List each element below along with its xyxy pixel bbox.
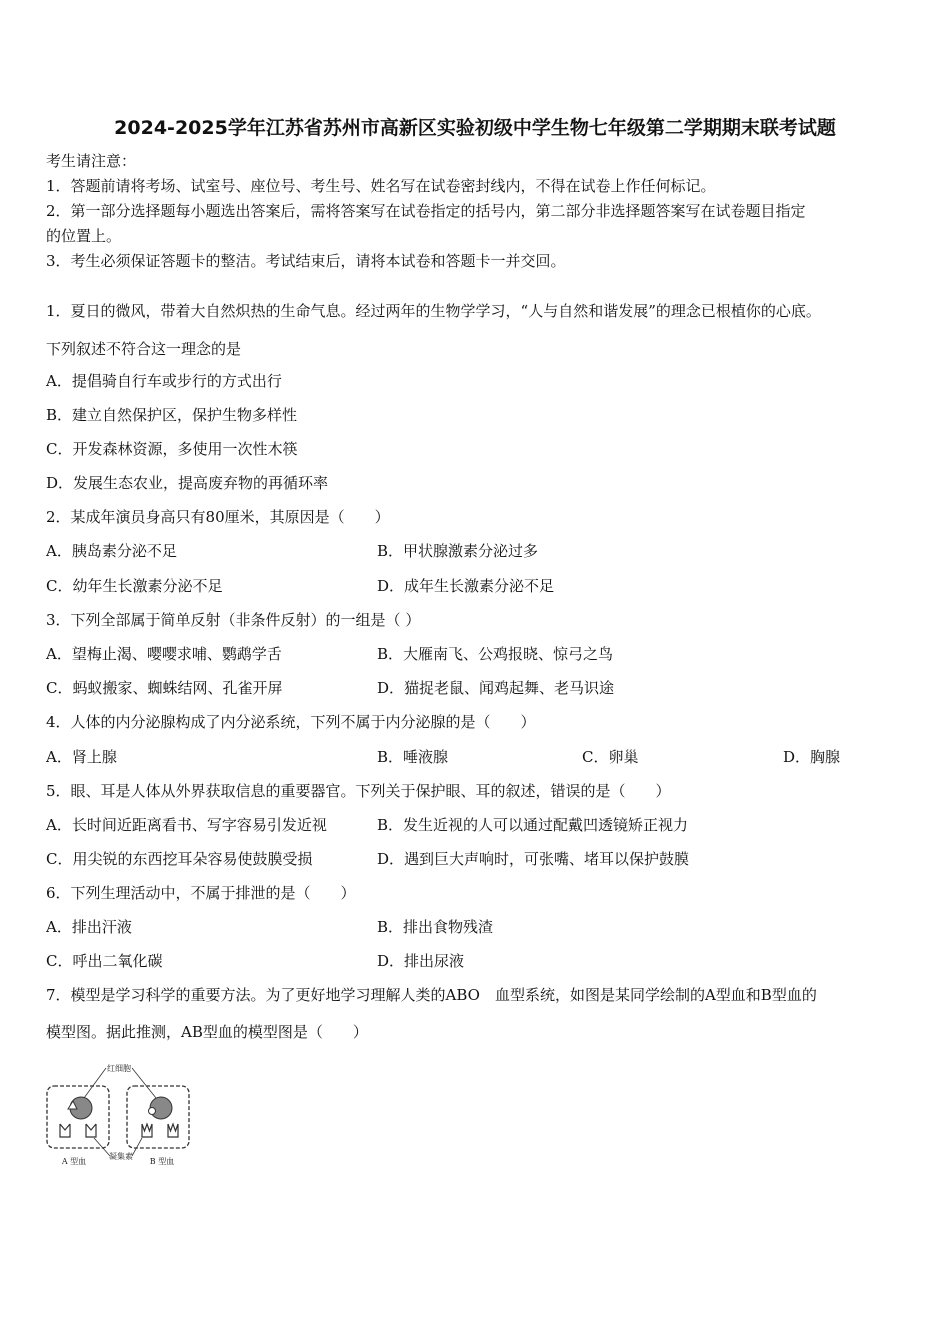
question-2-stem: 2．某成年演员身高只有80厘米，其原因是（ ） <box>46 508 390 526</box>
q4-option-c: C．卵巢 <box>582 748 639 766</box>
q5-option-c: C．用尖锐的东西挖耳朵容易使鼓膜受损 <box>46 850 313 868</box>
label-agglutinin: 凝集素 <box>109 1152 133 1161</box>
b-agglutinin-2 <box>168 1124 178 1137</box>
q1-option-a: A．提倡骑自行车或步行的方式出行 <box>46 372 282 390</box>
notice-item: 1．答题前请将考场、试室号、座位号、考生号、姓名写在试卷密封线内，不得在试卷上作任何标记。 <box>46 177 716 195</box>
q3-option-d: D．猫捉老鼠、闻鸡起舞、老马识途 <box>377 679 615 697</box>
a-agglutinin-2 <box>86 1124 96 1137</box>
q6-option-a: A．排出汗液 <box>46 918 132 936</box>
q2-option-a: A．胰岛素分泌不足 <box>46 542 177 560</box>
q6-option-c: C．呼出二氧化碳 <box>46 952 163 970</box>
q4-option-a: A．肾上腺 <box>46 748 117 766</box>
q1-option-d: D．发展生态农业，提高废弃物的再循环率 <box>46 474 329 492</box>
question-7-stem: 7．模型是学习科学的重要方法。为了更好地学习理解人类的ABO 血型系统，如图是某同学绘制的A型血和B型血的 <box>46 986 817 1004</box>
blood-type-diagram <box>44 1060 194 1170</box>
q2-option-b: B．甲状腺激素分泌过多 <box>377 542 539 560</box>
question-1-stem-cont: 下列叙述不符合这一理念的是 <box>46 340 242 358</box>
q5-option-b: B．发生近视的人可以通过配戴凹透镜矫正视力 <box>377 816 689 834</box>
label-red-cell: 红细胞 <box>107 1064 131 1073</box>
b-antigen <box>149 1108 156 1115</box>
question-4-stem: 4．人体的内分泌腺构成了内分泌系统，下列不属于内分泌腺的是（ ） <box>46 713 536 731</box>
q3-option-b: B．大雁南飞、公鸡报晓、惊弓之鸟 <box>377 645 614 663</box>
notice-item: 的位置上。 <box>46 227 122 245</box>
question-6-stem: 6．下列生理活动中，不属于排泄的是（ ） <box>46 884 356 902</box>
q6-option-b: B．排出食物残渣 <box>377 918 494 936</box>
label-b-type: B 型血 <box>149 1157 175 1166</box>
q5-option-d: D．遇到巨大声响时，可张嘴、堵耳以保护鼓膜 <box>377 850 690 868</box>
q1-option-c: C．开发森林资源，多使用一次性木筷 <box>46 440 298 458</box>
notice-item: 3．考生必须保证答题卡的整洁。考试结束后，请将本试卷和答题卡一并交回。 <box>46 252 566 270</box>
q2-option-c: C．幼年生长激素分泌不足 <box>46 577 223 595</box>
b-agglutinin-1 <box>142 1124 152 1137</box>
q3-option-c: C．蚂蚁搬家、蜘蛛结网、孔雀开屏 <box>46 679 283 697</box>
q5-option-a: A．长时间近距离看书、写字容易引发近视 <box>46 816 327 834</box>
q3-option-a: A．望梅止渴、嘤嘤求哺、鹦鹉学舌 <box>46 645 282 663</box>
q4-option-b: B．唾液腺 <box>377 748 449 766</box>
question-1-stem: 1．夏日的微风，带着大自然炽热的生命气息。经过两年的生物学学习，“人与自然和谐发展”的理念已根植你的心底。 <box>46 302 821 320</box>
label-a-type: A 型血 <box>61 1157 87 1166</box>
q4-option-d: D．胸腺 <box>783 748 841 766</box>
q1-option-b: B．建立自然保护区，保护生物多样性 <box>46 406 298 424</box>
notice-item: 2．第一部分选择题每小题选出答案后，需将答案写在试卷指定的括号内，第二部分非选择题答案写在试卷题目指定 <box>46 202 806 220</box>
a-agglutinin-1 <box>60 1124 70 1137</box>
notice-heading: 考生请注意： <box>46 152 137 170</box>
q2-option-d: D．成年生长激素分泌不足 <box>377 577 555 595</box>
q6-option-d: D．排出尿液 <box>377 952 465 970</box>
question-3-stem: 3．下列全部属于简单反射（非条件反射）的一组是（ ） <box>46 611 421 629</box>
question-7-stem-cont: 模型图。据此推测，AB型血的模型图是（ ） <box>46 1023 368 1041</box>
question-5-stem: 5．眼、耳是人体从外界获取信息的重要器官。下列关于保护眼、耳的叙述，错误的是（ ） <box>46 782 671 800</box>
page-title: 2024-2025学年江苏省苏州市高新区实验初级中学生物七年级第二学期期末联考试题 <box>114 117 836 139</box>
